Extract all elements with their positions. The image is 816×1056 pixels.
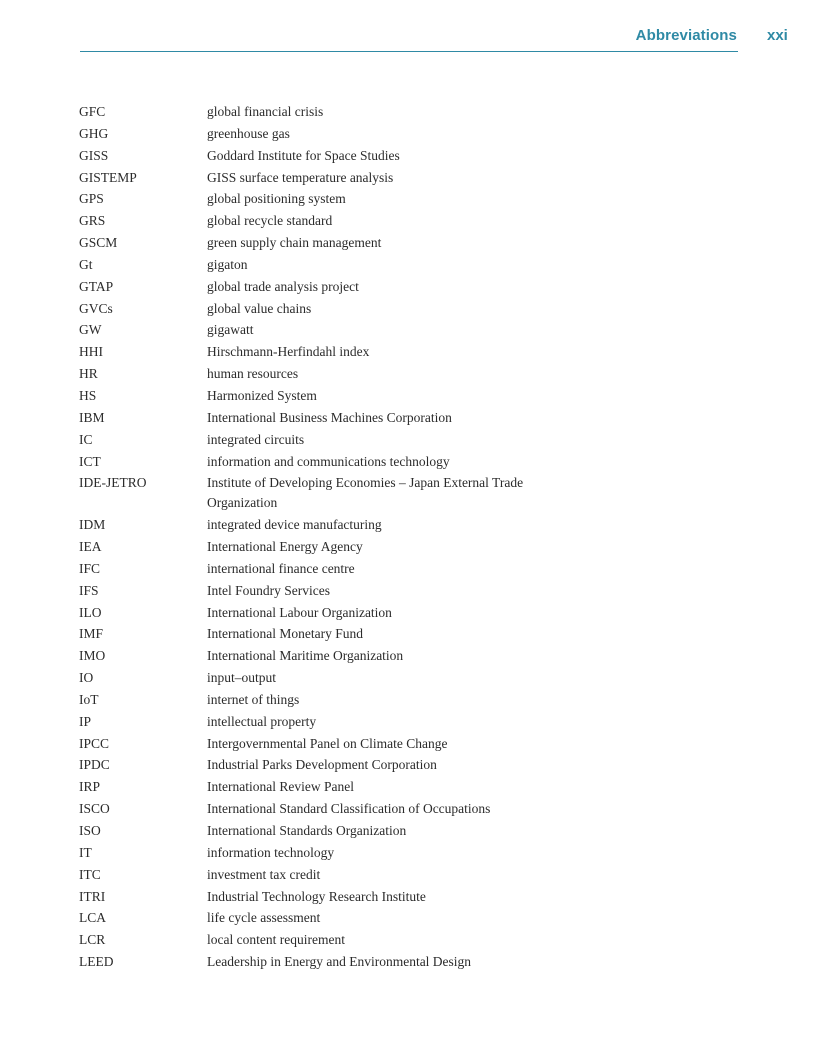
section-title: Abbreviations: [635, 27, 737, 44]
abbreviation-row: [79, 233, 679, 253]
abbreviation-term: IFS: [79, 582, 99, 598]
abbreviation-definition: global trade analysis project: [207, 278, 359, 294]
abbreviation-list: [79, 102, 679, 974]
abbreviation-definition: Industrial Parks Development Corporation: [207, 757, 437, 773]
abbreviation-row: [79, 342, 679, 362]
abbreviation-term: IMF: [79, 626, 104, 642]
abbreviation-row: [79, 755, 679, 775]
abbreviation-definition: gigawatt: [207, 322, 254, 338]
abbreviation-term: GISS: [79, 147, 109, 163]
abbreviation-row: [79, 908, 679, 928]
abbreviation-term: LCR: [79, 932, 106, 948]
abbreviation-definition: greenhouse gas: [207, 125, 290, 141]
abbreviation-definition: International Business Machines Corporation: [207, 409, 452, 425]
abbreviation-term: GSCM: [79, 235, 118, 251]
abbreviation-term: IBM: [79, 409, 105, 425]
abbreviation-term: IMO: [79, 648, 106, 664]
abbreviation-row: [79, 430, 679, 450]
abbreviation-definition: global recycle standard: [207, 213, 333, 229]
abbreviation-row: [79, 408, 679, 428]
abbreviation-definition: information technology: [207, 844, 335, 860]
abbreviation-term: GVCs: [79, 300, 113, 316]
abbreviation-row: [79, 146, 679, 166]
abbreviation-row: [79, 930, 679, 950]
abbreviation-row: [79, 734, 679, 754]
abbreviation-definition: integrated device manufacturing: [207, 517, 382, 533]
abbreviation-row: [79, 843, 679, 863]
abbreviation-term: ICT: [79, 453, 101, 469]
abbreviation-term: GFC: [79, 104, 106, 119]
abbreviation-definition: integrated circuits: [207, 431, 305, 447]
abbreviation-definition: GISS surface temperature analysis: [207, 169, 394, 185]
abbreviation-term: IPDC: [79, 757, 110, 773]
abbreviation-row: [79, 603, 679, 623]
abbreviation-definition: internet of things: [207, 691, 300, 707]
abbreviation-term: Gt: [79, 256, 93, 272]
abbreviation-term: HHI: [79, 344, 103, 360]
abbreviation-definition: Hirschmann-Herfindahl index: [207, 344, 370, 360]
abbreviation-definition: green supply chain management: [207, 235, 382, 251]
abbreviation-row: [79, 799, 679, 819]
abbreviation-definition: International Standard Classification of Occupations: [207, 801, 491, 817]
abbreviation-row: [79, 952, 679, 972]
abbreviation-definition: International Standards Organization: [207, 823, 407, 838]
abbreviation-term: LCA: [79, 910, 106, 926]
abbreviation-definition: Intergovernmental Panel on Climate Change: [207, 735, 448, 751]
abbreviation-row: [79, 211, 679, 231]
abbreviation-definition: input–output: [207, 670, 277, 686]
abbreviation-definition: International Review Panel: [207, 779, 354, 795]
abbreviation-term: IC: [79, 431, 93, 447]
abbreviation-term: GTAP: [79, 278, 114, 294]
abbreviation-definition: international finance centre: [207, 560, 355, 576]
abbreviation-row: [79, 320, 679, 340]
abbreviation-term: GPS: [79, 191, 104, 207]
abbreviation-definition: International Maritime Organization: [207, 648, 404, 664]
abbreviation-row: [79, 255, 679, 275]
abbreviation-definition: Leadership in Energy and Environmental Design: [207, 954, 472, 970]
abbreviation-term: IP: [79, 713, 92, 729]
abbreviation-row: [79, 299, 679, 319]
abbreviation-row: [79, 515, 679, 535]
abbreviation-row: [79, 473, 679, 513]
abbreviation-row: [79, 124, 679, 144]
abbreviation-term: IPCC: [79, 735, 110, 751]
running-header: [80, 0, 738, 52]
abbreviation-definition: local content requirement: [207, 932, 345, 948]
abbreviation-row: [79, 887, 679, 907]
abbreviation-row: [79, 452, 679, 472]
abbreviation-row: [79, 690, 679, 710]
abbreviation-term: LEED: [79, 954, 114, 970]
abbreviation-definition: gigaton: [207, 256, 248, 272]
abbreviation-term: IFC: [79, 560, 101, 576]
abbreviation-row: [79, 537, 679, 557]
abbreviation-row: [79, 102, 679, 122]
abbreviation-definition: human resources: [207, 366, 299, 382]
page-number: xxi: [767, 27, 788, 44]
abbreviation-definition: global value chains: [207, 300, 312, 316]
abbreviation-term: IEA: [79, 539, 102, 555]
abbreviation-term: ISO: [79, 823, 101, 838]
abbreviation-row: [79, 559, 679, 579]
abbreviation-term: ISCO: [79, 801, 110, 817]
abbreviation-row: [79, 277, 679, 297]
abbreviation-definition: Intel Foundry Services: [207, 582, 330, 598]
abbreviation-row: [79, 168, 679, 188]
abbreviation-definition: Institute of Developing Economies – Japan External Trade Organization: [207, 475, 524, 511]
abbreviation-definition: Industrial Technology Research Institute: [207, 888, 426, 904]
abbreviation-term: ITC: [79, 866, 101, 882]
abbreviation-term: GISTEMP: [79, 169, 137, 185]
abbreviation-term: IT: [79, 844, 92, 860]
abbreviation-term: ITRI: [79, 888, 106, 904]
abbreviation-definition: global financial crisis: [207, 104, 324, 119]
abbreviation-definition: International Monetary Fund: [207, 626, 363, 642]
abbreviation-row: [79, 821, 679, 841]
abbreviation-row: [79, 189, 679, 209]
abbreviation-definition: life cycle assessment: [207, 910, 321, 926]
abbreviation-definition: intellectual property: [207, 713, 317, 729]
abbreviation-definition: information and communications technology: [207, 453, 450, 469]
abbreviation-row: [79, 646, 679, 666]
abbreviation-row: [79, 364, 679, 384]
abbreviation-term: IRP: [79, 779, 101, 795]
abbreviation-term: ILO: [79, 604, 102, 620]
abbreviation-term: GHG: [79, 125, 109, 141]
abbreviation-definition: International Energy Agency: [207, 539, 363, 555]
abbreviation-term: IO: [79, 670, 94, 686]
abbreviation-term: IDE-JETRO: [79, 475, 147, 491]
abbreviation-term: HR: [79, 366, 98, 382]
abbreviation-row: [79, 712, 679, 732]
abbreviation-row: [79, 624, 679, 644]
abbreviation-term: HS: [79, 387, 97, 403]
abbreviation-term: GRS: [79, 213, 106, 229]
abbreviation-definition: Harmonized System: [207, 387, 317, 403]
abbreviation-row: [79, 581, 679, 601]
abbreviation-row: [79, 777, 679, 797]
abbreviation-definition: investment tax credit: [207, 866, 321, 882]
abbreviation-term: IDM: [79, 517, 106, 533]
abbreviation-definition: global positioning system: [207, 191, 346, 207]
abbreviation-definition: International Labour Organization: [207, 604, 392, 620]
abbreviation-definition: Goddard Institute for Space Studies: [207, 147, 400, 163]
abbreviation-term: IoT: [79, 691, 99, 707]
abbreviation-row: [79, 386, 679, 406]
abbreviation-row: [79, 865, 679, 885]
abbreviation-term: GW: [79, 322, 102, 338]
abbreviation-row: [79, 668, 679, 688]
